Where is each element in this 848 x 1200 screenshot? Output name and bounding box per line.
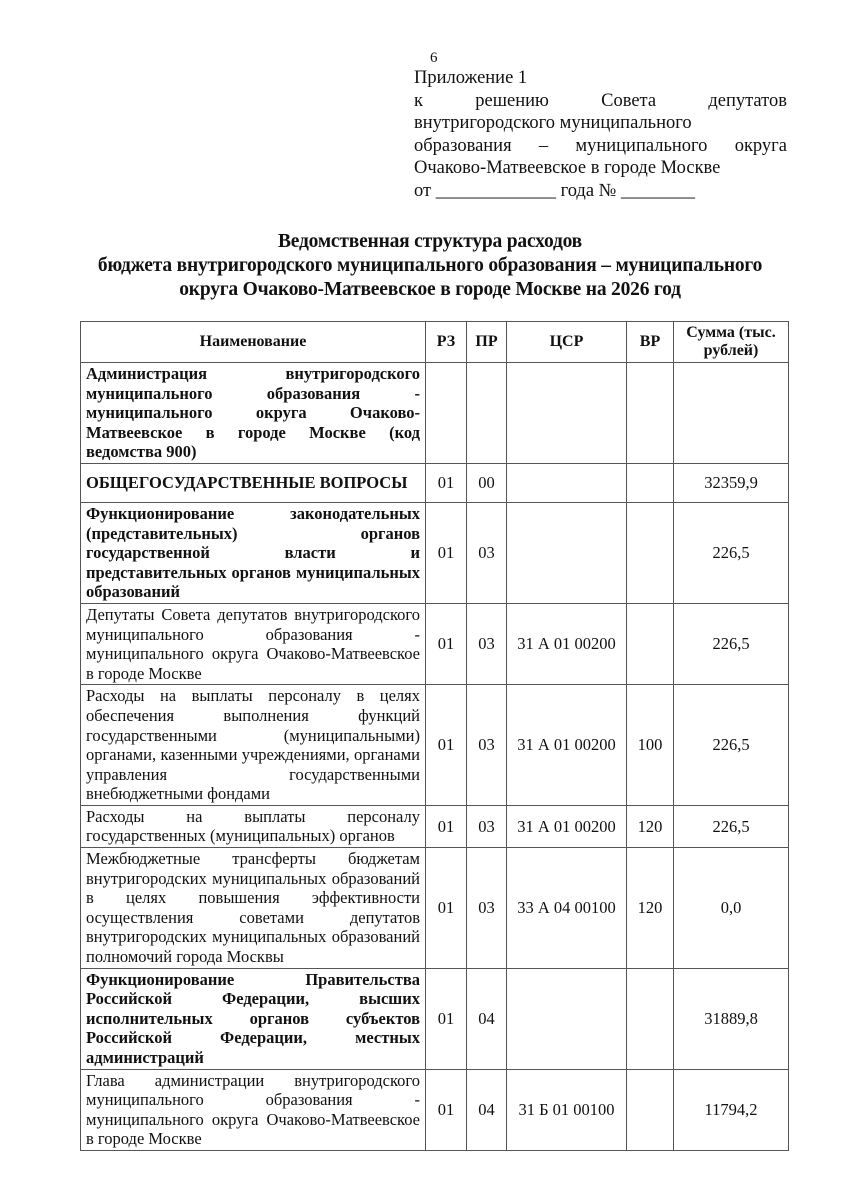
header-sum: Сумма (тыс. рублей) — [674, 322, 789, 363]
cell-name: Расходы на выплаты персоналу в целях обеспечения выполнения функций государственными (муниципальными) органами, казенными учреждениями, органами управления государственными внебюджетными фондами — [81, 685, 426, 806]
cell-rz: 01 — [426, 603, 467, 684]
cell-pr: 04 — [467, 1069, 507, 1150]
table-row — [81, 502, 789, 603]
cell-pr: 00 — [467, 463, 507, 502]
header-rz: РЗ — [426, 322, 467, 363]
appendix-line: от _____________ года № ________ — [414, 180, 695, 201]
cell-vr: 120 — [627, 848, 674, 969]
appendix-line: Очаково-Матвеевское в городе Москве — [414, 158, 721, 178]
cell-name: Депутаты Совета депутатов внутригородского муниципального образования - муниципального округа Очаково-Матвеевское в городе Москве — [81, 603, 426, 684]
cell-sum: 0,0 — [674, 848, 789, 969]
cell-sum: 226,5 — [674, 502, 789, 603]
cell-csr — [507, 968, 627, 1069]
cell-rz: 01 — [426, 968, 467, 1069]
cell-name: Глава администрации внутригородского муниципального образования - муниципального округа Очаково-Матвеевское в городе Москве — [81, 1069, 426, 1150]
cell-pr: 03 — [467, 685, 507, 806]
cell-name: Функционирование законодательных (представительных) органов государственной власти и представительных органов муниципальных образований — [81, 502, 426, 603]
cell-pr: 03 — [467, 603, 507, 684]
table-row — [81, 1069, 789, 1150]
cell-name: ОБЩЕГОСУДАРСТВЕННЫЕ ВОПРОСЫ — [81, 463, 426, 502]
cell-sum: 226,5 — [674, 685, 789, 806]
cell-vr: 100 — [627, 685, 674, 806]
header-pr: ПР — [467, 322, 507, 363]
cell-sum: 31889,8 — [674, 968, 789, 1069]
cell-vr — [627, 502, 674, 603]
cell-pr: 03 — [467, 848, 507, 969]
cell-rz: 01 — [426, 805, 467, 847]
title-line-3: округа Очаково-Матвеевское в городе Москве на 2026 год — [179, 279, 681, 300]
cell-vr — [627, 1069, 674, 1150]
cell-pr: 03 — [467, 502, 507, 603]
table-row — [81, 685, 789, 806]
cell-vr: 120 — [627, 805, 674, 847]
cell-name: Функционирование Правительства Российской Федерации, высших исполнительных органов субъектов Российской Федерации, местных администраций — [81, 968, 426, 1069]
header-csr: ЦСР — [507, 322, 627, 363]
cell-name: Администрация внутригородского муниципального образования - муниципального округа Очаково-Матвеевское в городе Москве (код ведомства 900) — [81, 363, 426, 464]
cell-sum: 32359,9 — [674, 463, 789, 502]
cell-csr — [507, 463, 627, 502]
appendix-block — [414, 67, 787, 202]
cell-rz: 01 — [426, 502, 467, 603]
appendix-line: Приложение 1 — [414, 68, 528, 88]
cell-name: Расходы на выплаты персоналу государственных (муниципальных) органов — [81, 805, 426, 847]
appendix-line: внутригородского муниципального — [414, 113, 692, 133]
table-row — [81, 463, 789, 502]
cell-rz: 01 — [426, 1069, 467, 1150]
table-header-row — [81, 322, 789, 363]
header-name: Наименование — [81, 322, 426, 363]
cell-pr: 03 — [467, 805, 507, 847]
cell-vr — [627, 603, 674, 684]
title-line-2: бюджета внутригородского муниципального образования – муниципального — [97, 255, 763, 276]
cell-csr — [507, 363, 627, 464]
appendix-line: к решению Совета депутатов — [414, 90, 787, 111]
cell-rz — [426, 363, 467, 464]
cell-sum: 226,5 — [674, 603, 789, 684]
cell-csr: 33 А 04 00100 — [507, 848, 627, 969]
cell-vr — [627, 463, 674, 502]
cell-pr: 04 — [467, 968, 507, 1069]
cell-csr — [507, 502, 627, 603]
document-title — [60, 230, 800, 302]
title-line-1: Ведомственная структура расходов — [277, 231, 583, 252]
appendix-line: образования – муниципального округа — [414, 135, 787, 156]
table-row — [81, 968, 789, 1069]
header-vr: ВР — [627, 322, 674, 363]
cell-pr — [467, 363, 507, 464]
cell-csr: 31 Б 01 00100 — [507, 1069, 627, 1150]
cell-csr: 31 А 01 00200 — [507, 603, 627, 684]
table-row — [81, 848, 789, 969]
page-number: 6 — [430, 50, 438, 66]
cell-sum: 11794,2 — [674, 1069, 789, 1150]
cell-sum: 226,5 — [674, 805, 789, 847]
cell-csr: 31 А 01 00200 — [507, 805, 627, 847]
cell-name: Межбюджетные трансферты бюджетам внутригородских муниципальных образований в целях повышения эффективности осуществления советами депутатов внутригородских муниципальных образований полномочий города Москвы — [81, 848, 426, 969]
cell-vr — [627, 968, 674, 1069]
table-row — [81, 805, 789, 847]
cell-csr: 31 А 01 00200 — [507, 685, 627, 806]
table-row — [81, 603, 789, 684]
cell-rz: 01 — [426, 848, 467, 969]
cell-rz: 01 — [426, 685, 467, 806]
cell-sum — [674, 363, 789, 464]
table-row — [81, 363, 789, 464]
cell-rz: 01 — [426, 463, 467, 502]
budget-table — [80, 321, 789, 1151]
cell-vr — [627, 363, 674, 464]
